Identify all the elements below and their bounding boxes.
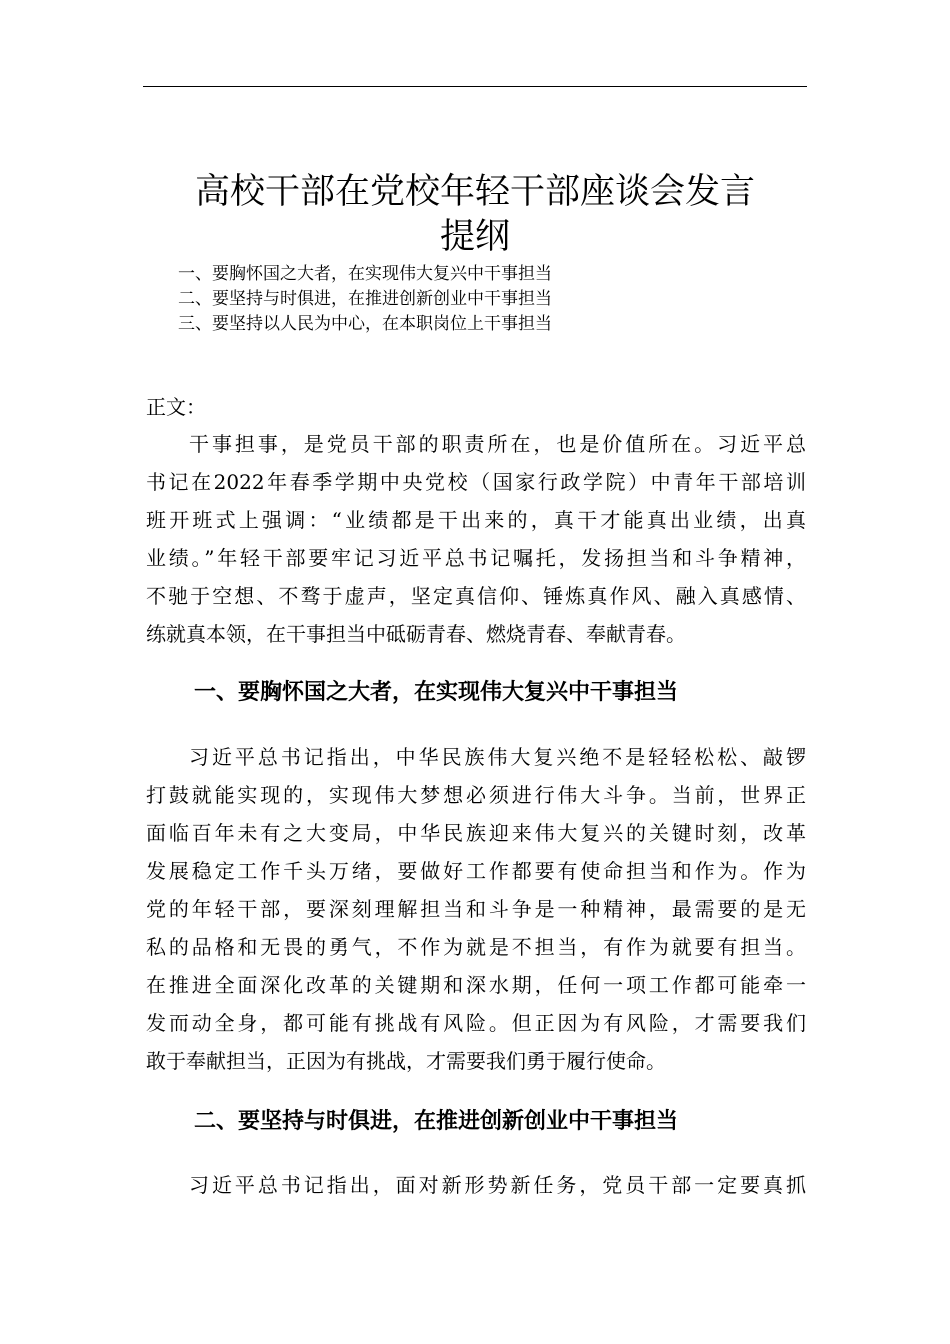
paragraph-line: 党的年轻干部，要深刻理解担当和斗争是一种精神，最需要的是无 (146, 897, 806, 921)
section1-paragraph (146, 738, 806, 1080)
paragraph-line: 私的品格和无畏的勇气，不作为就是不担当，有作为就要有担当。 (146, 935, 806, 959)
paragraph-line: 打鼓就能实现的，实现伟大梦想必须进行伟大斗争。当前，世界正 (146, 783, 806, 807)
paragraph-line: 习近平总书记指出，面对新形势新任务，党员干部一定要真抓 (189, 1173, 806, 1197)
paragraph-line: 业绩。”年轻干部要牢记习近平总书记嘱托，发扬担当和斗争精神， (146, 546, 806, 570)
outline-item: 一、要胸怀国之大者，在实现伟大复兴中干事担当 (178, 264, 552, 284)
paragraph-line: 干事担事，是党员干部的职责所在，也是价值所在。习近平总 (189, 432, 806, 456)
paragraph-line: 习近平总书记指出，中华民族伟大复兴绝不是轻轻松松、敲锣 (189, 745, 806, 769)
section-heading-1: 一、要胸怀国之大者，在实现伟大复兴中干事担当 (194, 680, 679, 705)
outline-item: 三、要坚持以人民为中心，在本职岗位上干事担当 (178, 314, 552, 334)
outline-list (178, 262, 778, 337)
paragraph-line: 发展稳定工作千头万绪，要做好工作都要有使命担当和作为。作为 (146, 859, 806, 883)
header-rule (143, 86, 807, 87)
paragraph-line: 书记在2022年春季学期中央党校（国家行政学院）中青年干部培训 (146, 470, 806, 494)
intro-paragraph (146, 425, 806, 653)
paragraph-line: 发而动全身，都可能有挑战有风险。但正因为有风险，才需要我们 (146, 1011, 806, 1035)
paragraph-line: 练就真本领，在干事担当中砥砺青春、燃烧青春、奉献青春。 (146, 622, 686, 646)
paragraph-line: 在推进全面深化改革的关键期和深水期，任何一项工作都可能牵一 (146, 973, 806, 997)
paragraph-line: 不驰于空想、不骛于虚声，坚定真信仰、锤炼真作风、融入真感情、 (146, 584, 806, 608)
section-heading-2: 二、要坚持与时俱进，在推进创新创业中干事担当 (194, 1109, 679, 1134)
paragraph-line: 面临百年未有之大变局，中华民族迎来伟大复兴的关键时刻，改革 (146, 821, 806, 845)
paragraph-line: 班开班式上强调：“业绩都是干出来的，真干才能真出业绩，出真 (146, 508, 806, 532)
document-title: 高校干部在党校年轻干部座谈会发言 (194, 172, 755, 212)
outline-item: 二、要坚持与时俱进，在推进创新创业中干事担当 (178, 289, 552, 309)
section2-paragraph (146, 1166, 806, 1204)
document-title-line2: 提纲 (439, 217, 510, 257)
paragraph-line: 敢于奉献担当，正因为有挑战，才需要我们勇于履行使命。 (146, 1049, 666, 1073)
body-label: 正文： (146, 395, 206, 419)
